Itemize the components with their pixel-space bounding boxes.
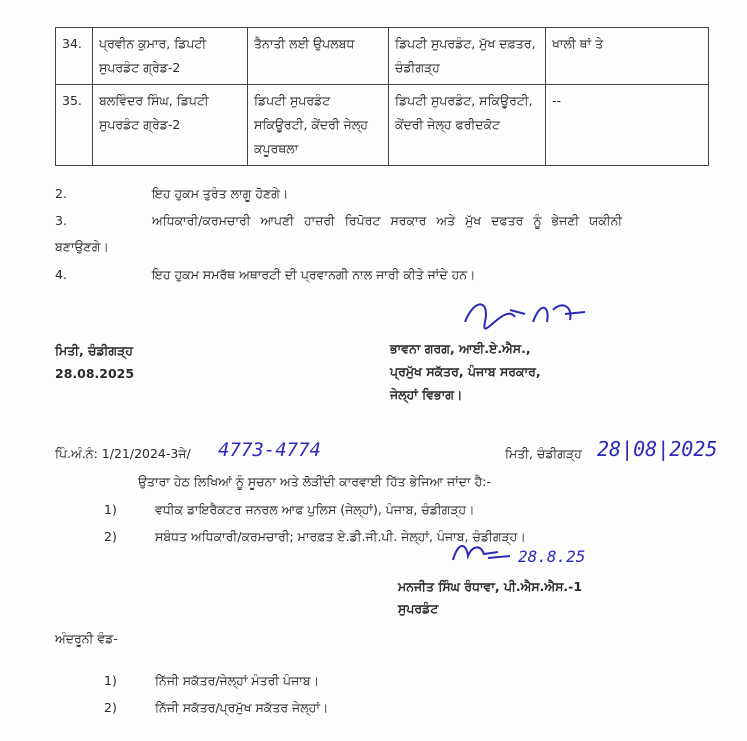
posting-table <box>55 27 709 166</box>
order-date: 28.08.2025 <box>55 366 135 381</box>
list-number: 1) <box>104 502 117 517</box>
para-number: 2. <box>55 186 67 201</box>
from-cell: ਤੈਨਾਤੀ ਲਈ ਉਪਲਬਧ <box>248 28 389 85</box>
place-label: ਮਿਤੀ, ਚੰਡੀਗੜ੍ਹ <box>55 343 133 358</box>
para-number: 4. <box>55 267 67 282</box>
signature-scribble-icon <box>455 292 595 340</box>
endorsement-ref-number: 4773-4774 <box>218 439 321 461</box>
endorsement-date-label: ਮਿਤੀ, ਚੰਡੀਗੜ੍ਹ <box>505 446 582 461</box>
list-item: ਸਬੰਧਤ ਅਧਿਕਾਰੀ/ਕਰਮਚਾਰੀ; ਮਾਰਫ਼ਤ ਏ.ਡੀ.ਜੀ.ਪੀ. ਜੇਲ੍ਹਾਂ, ਪੰਜਾਬ, ਚੰਡੀਗੜ੍ਹ। <box>155 529 526 544</box>
signatory-name: ਮਨਜੀਤ ਸਿੰਘ ਰੰਧਾਵਾ, ਪੀ.ਐਸ.ਐਸ.-1 <box>398 579 583 594</box>
list-item: ਨਿੱਜੀ ਸਕੱਤਰ/ਪ੍ਰਮੁੱਖ ਸਕੱਤਰ ਜੇਲ੍ਹਾਂ। <box>155 700 329 715</box>
serial-cell: 34. <box>56 28 93 85</box>
para-text: ਇਹ ਹੁਕਮ ਤੁਰੰਤ ਲਾਗੂ ਹੋਣਗੇ। <box>152 186 289 201</box>
endorsement-ref-label: ਪਿੰ.ਅੰ.ਨੰ: 1/21/2024-3ਜੇ/ <box>55 446 191 461</box>
signature-scribble-icon <box>448 538 518 566</box>
para-continuation: ਬਣਾਉਣਗੇ। <box>55 239 109 254</box>
endorsement-date: 28|08|2025 <box>597 437 718 461</box>
table-row <box>56 28 709 85</box>
name-cell: ਪ੍ਰਵੀਨ ਕੁਮਾਰ, ਡਿਪਟੀ ਸੁਪਰਡੰਟ ਗ੍ਰੇਡ-2 <box>93 28 248 85</box>
para-text: ਅਧਿਕਾਰੀ/ਕਰਮਚਾਰੀ ਆਪਣੀ ਹਾਜ਼ਰੀ ਰਿਪੋਰਟ ਸਰਕਾਰ ਅਤੇ ਮੁੱਖ ਦਫਤਰ ਨੂੰ ਭੇਜਣੀ ਯਕੀਨੀ <box>152 213 623 228</box>
signatory-name: ਭਾਵਨਾ ਗਰਗ, ਆਈ.ਏ.ਐਸ., <box>390 341 531 356</box>
para-text: ਇਹ ਹੁਕਮ ਸਮਰੱਥ ਅਥਾਰਟੀ ਦੀ ਪ੍ਰਵਾਨਗੀ ਨਾਲ ਜਾਰੀ ਕੀਤੇ ਜਾਂਦੇ ਹਨ। <box>152 267 476 282</box>
signatory-designation: ਸੁਪਰਡੰਟ <box>398 601 439 616</box>
para-number: 3. <box>55 213 67 228</box>
to-cell: ਡਿਪਟੀ ਸੁਪਰਡੰਟ, ਸਕਿਊਰਟੀ, ਕੇਂਦਰੀ ਜੇਲ੍ਹ ਫਰੀਦਕੋਟ <box>389 85 546 166</box>
remark-cell: -- <box>546 85 709 166</box>
list-item: ਵਧੀਕ ਡਾਇਰੈਕਟਰ ਜਨਰਲ ਆਫ ਪੁਲਿਸ (ਜੇਲ੍ਹਾਂ), ਪੰਜਾਬ, ਚੰਡੀਗੜ੍ਹ। <box>155 502 475 517</box>
endorsement-intro: ਉਤਾਰਾ ਹੇਠ ਲਿਖਿਆਂ ਨੂੰ ਸੂਚਨਾ ਅਤੇ ਲੋੜੀਂਦੀ ਕਾਰਵਾਈ ਹਿੱਤ ਭੇਜਿਆ ਜਾਂਦਾ ਹੈ:- <box>138 474 491 489</box>
list-item: ਨਿੱਜੀ ਸਕੱਤਰ/ਜੇਲ੍ਹਾਂ ਮੰਤਰੀ ਪੰਜਾਬ। <box>155 673 320 688</box>
internal-heading: ਅੰਦਰੂਨੀ ਵੰਡ- <box>55 631 118 646</box>
serial-cell: 35. <box>56 85 93 166</box>
signature-date: 28.8.25 <box>518 547 586 566</box>
to-cell: ਡਿਪਟੀ ਸੁਪਰਡੰਟ, ਮੁੱਖ ਦਫ਼ਤਰ, ਚੰਡੀਗੜ੍ਹ <box>389 28 546 85</box>
table-row <box>56 85 709 166</box>
signatory-department: ਜੇਲ੍ਹਾਂ ਵਿਭਾਗ। <box>390 387 463 402</box>
list-number: 2) <box>104 700 117 715</box>
signatory-designation: ਪ੍ਰਮੁੱਖ ਸਕੱਤਰ, ਪੰਜਾਬ ਸਰਕਾਰ, <box>390 364 541 379</box>
name-cell: ਬਲਵਿੰਦਰ ਸਿੰਘ, ਡਿਪਟੀ ਸੁਪਰਡੰਟ ਗ੍ਰੇਡ-2 <box>93 85 248 166</box>
list-number: 2) <box>104 529 117 544</box>
remark-cell: ਖਾਲੀ ਥਾਂ ਤੇ <box>546 28 709 85</box>
list-number: 1) <box>104 673 117 688</box>
from-cell: ਡਿਪਟੀ ਸੁਪਰਡੰਟ ਸਕਿਊਰਟੀ, ਕੇਂਦਰੀ ਜੇਲ੍ਹ ਕਪੂਰਥਲਾ <box>248 85 389 166</box>
